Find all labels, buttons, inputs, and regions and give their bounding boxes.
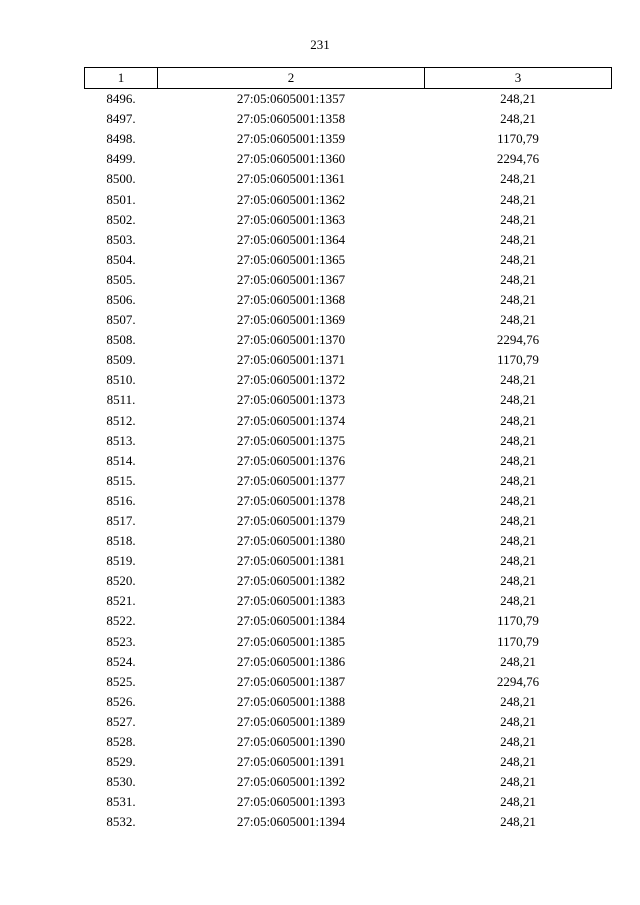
table-row: [85, 611, 612, 631]
table-row: [85, 350, 612, 370]
cadastral-number: 27:05:0605001:1394: [236, 814, 346, 830]
value-cell: 1170,79: [497, 131, 539, 147]
row-number: 8513.: [106, 432, 136, 448]
row-number: 8523.: [106, 633, 136, 649]
value-cell: 2294,76: [496, 332, 540, 348]
cadastral-number: 27:05:0605001:1360: [236, 151, 346, 167]
row-number: 8506.: [106, 291, 136, 307]
table-row: [85, 672, 612, 692]
cadastral-number: 27:05:0605001:1375: [236, 432, 346, 448]
table-header-row: [85, 68, 612, 89]
value-cell: 248,21: [500, 734, 536, 750]
table-row: [85, 230, 612, 250]
table-row: [85, 692, 612, 712]
table-row: [85, 752, 612, 772]
row-number: 8525.: [106, 673, 136, 689]
cadastral-number: 27:05:0605001:1386: [236, 653, 346, 669]
value-cell: 248,21: [500, 372, 536, 388]
cadastral-number: 27:05:0605001:1369: [236, 312, 346, 328]
cadastral-number: 27:05:0605001:1361: [236, 171, 346, 187]
cadastral-number: 27:05:0605001:1376: [236, 452, 346, 468]
table-row: [85, 531, 612, 551]
row-number: 8532.: [106, 814, 136, 830]
column-header-2: 2: [158, 68, 425, 89]
table-row: [85, 290, 612, 310]
row-number: 8530.: [106, 774, 136, 790]
row-number: 8502.: [106, 211, 136, 227]
cadastral-number: 27:05:0605001:1383: [236, 593, 346, 609]
row-number: 8521.: [106, 593, 136, 609]
value-cell: 248,21: [500, 593, 536, 609]
cadastral-number: 27:05:0605001:1388: [236, 693, 346, 709]
table-row: [85, 250, 612, 270]
cadastral-number: 27:05:0605001:1387: [236, 673, 346, 689]
value-cell: 1170,79: [497, 613, 539, 629]
cadastral-number: 27:05:0605001:1385: [236, 633, 346, 649]
column-header-1: 1: [85, 68, 158, 89]
row-number: 8528.: [106, 734, 136, 750]
row-number: 8518.: [106, 533, 136, 549]
table-row: [85, 270, 612, 290]
value-cell: 2294,76: [496, 673, 540, 689]
row-number: 8504.: [106, 251, 136, 267]
value-cell: 248,21: [500, 171, 536, 187]
cadastral-number: 27:05:0605001:1380: [236, 533, 346, 549]
value-cell: 248,21: [500, 111, 536, 127]
cadastral-number: 27:05:0605001:1392: [236, 774, 346, 790]
value-cell: 2294,76: [496, 151, 540, 167]
value-cell: 248,21: [500, 392, 536, 408]
row-number: 8505.: [106, 271, 136, 287]
cadastral-number: 27:05:0605001:1384: [236, 613, 346, 629]
row-number: 8512.: [106, 412, 136, 428]
table-row: [85, 189, 612, 209]
table-row: [85, 109, 612, 129]
value-cell: 248,21: [500, 794, 536, 810]
row-number: 8527.: [106, 713, 136, 729]
cadastral-number: 27:05:0605001:1378: [236, 492, 346, 508]
value-cell: 248,21: [500, 432, 536, 448]
cadastral-number: 27:05:0605001:1370: [236, 332, 346, 348]
table-row: [85, 451, 612, 471]
cadastral-number: 27:05:0605001:1363: [236, 211, 346, 227]
cadastral-number: 27:05:0605001:1393: [236, 794, 346, 810]
cadastral-number: 27:05:0605001:1367: [236, 271, 346, 287]
cadastral-number: 27:05:0605001:1358: [236, 111, 346, 127]
table-row: [85, 812, 612, 832]
cadastral-number: 27:05:0605001:1373: [236, 392, 346, 408]
row-number: 8514.: [106, 452, 136, 468]
value-cell: 248,21: [500, 533, 536, 549]
table-row: [85, 511, 612, 531]
cadastral-number: 27:05:0605001:1381: [236, 553, 346, 569]
row-number: 8529.: [106, 754, 136, 770]
table-row: [85, 330, 612, 350]
value-cell: 248,21: [500, 412, 536, 428]
row-number: 8522.: [106, 613, 136, 629]
cadastral-number: 27:05:0605001:1374: [236, 412, 346, 428]
cadastral-number: 27:05:0605001:1368: [236, 291, 346, 307]
column-header-3: 3: [425, 68, 612, 89]
cadastral-number: 27:05:0605001:1389: [236, 713, 346, 729]
row-number: 8497.: [106, 111, 136, 127]
row-number: 8508.: [106, 332, 136, 348]
table-row: [85, 491, 612, 511]
value-cell: 248,21: [500, 573, 536, 589]
value-cell: 248,21: [500, 312, 536, 328]
cadastral-number: 27:05:0605001:1390: [236, 734, 346, 750]
cadastral-number: 27:05:0605001:1365: [236, 251, 346, 267]
row-number: 8509.: [106, 352, 136, 368]
table-row: [85, 591, 612, 611]
cadastral-number: 27:05:0605001:1364: [236, 231, 346, 247]
row-number: 8516.: [106, 492, 136, 508]
cadastral-number: 27:05:0605001:1359: [236, 131, 346, 147]
cadastral-number: 27:05:0605001:1372: [236, 372, 346, 388]
cadastral-number: 27:05:0605001:1391: [236, 754, 346, 770]
value-cell: 248,21: [500, 814, 536, 830]
value-cell: 1170,79: [497, 352, 539, 368]
value-cell: 248,21: [500, 291, 536, 307]
value-cell: 248,21: [500, 492, 536, 508]
row-number: 8526.: [106, 693, 136, 709]
value-cell: 248,21: [500, 231, 536, 247]
cadastral-number: 27:05:0605001:1357: [236, 91, 346, 107]
row-number: 8510.: [106, 372, 136, 388]
table-row: [85, 149, 612, 169]
value-cell: 248,21: [500, 91, 536, 107]
value-cell: 248,21: [500, 553, 536, 569]
cadastral-number: 27:05:0605001:1382: [236, 573, 346, 589]
table-row: [85, 571, 612, 591]
value-cell: 248,21: [500, 251, 536, 267]
row-number: 8515.: [106, 472, 136, 488]
table-row: [85, 310, 612, 330]
cadastral-number: 27:05:0605001:1377: [236, 472, 346, 488]
table-row: [85, 772, 612, 792]
row-number: 8524.: [106, 653, 136, 669]
value-cell: 248,21: [500, 452, 536, 468]
row-number: 8507.: [106, 312, 136, 328]
cadastral-number: 27:05:0605001:1379: [236, 513, 346, 529]
data-table-container: [84, 67, 611, 832]
cadastral-number: 27:05:0605001:1371: [236, 352, 346, 368]
row-number: 8499.: [106, 151, 136, 167]
value-cell: 248,21: [500, 754, 536, 770]
table-row: [85, 732, 612, 752]
table-row: [85, 411, 612, 431]
table-row: [85, 129, 612, 149]
table-row: [85, 370, 612, 390]
table-row: [85, 169, 612, 189]
table-row: [85, 471, 612, 491]
table-row: [85, 652, 612, 672]
table-row: [85, 431, 612, 451]
row-number: 8500.: [106, 171, 136, 187]
table-row: [85, 792, 612, 812]
row-number: 8511.: [106, 392, 136, 408]
page-number: 231: [310, 37, 330, 52]
row-number: 8519.: [106, 553, 136, 569]
value-cell: 248,21: [500, 774, 536, 790]
value-cell: 248,21: [500, 513, 536, 529]
row-number: 8503.: [106, 231, 136, 247]
row-number: 8501.: [106, 191, 136, 207]
table-row: [85, 89, 612, 110]
value-cell: 248,21: [500, 653, 536, 669]
value-cell: 1170,79: [497, 633, 539, 649]
table-row: [85, 551, 612, 571]
table-row: [85, 632, 612, 652]
value-cell: 248,21: [500, 693, 536, 709]
row-number: 8531.: [106, 794, 136, 810]
data-table: [84, 67, 612, 832]
row-number: 8496.: [106, 91, 136, 107]
value-cell: 248,21: [500, 191, 536, 207]
value-cell: 248,21: [500, 211, 536, 227]
value-cell: 248,21: [500, 271, 536, 287]
table-row: [85, 210, 612, 230]
row-number: 8498.: [106, 131, 136, 147]
table-body: [85, 89, 612, 833]
row-number: 8517.: [106, 513, 136, 529]
value-cell: 248,21: [500, 472, 536, 488]
cadastral-number: 27:05:0605001:1362: [236, 191, 346, 207]
table-row: [85, 712, 612, 732]
value-cell: 248,21: [500, 713, 536, 729]
table-row: [85, 390, 612, 410]
row-number: 8520.: [106, 573, 136, 589]
